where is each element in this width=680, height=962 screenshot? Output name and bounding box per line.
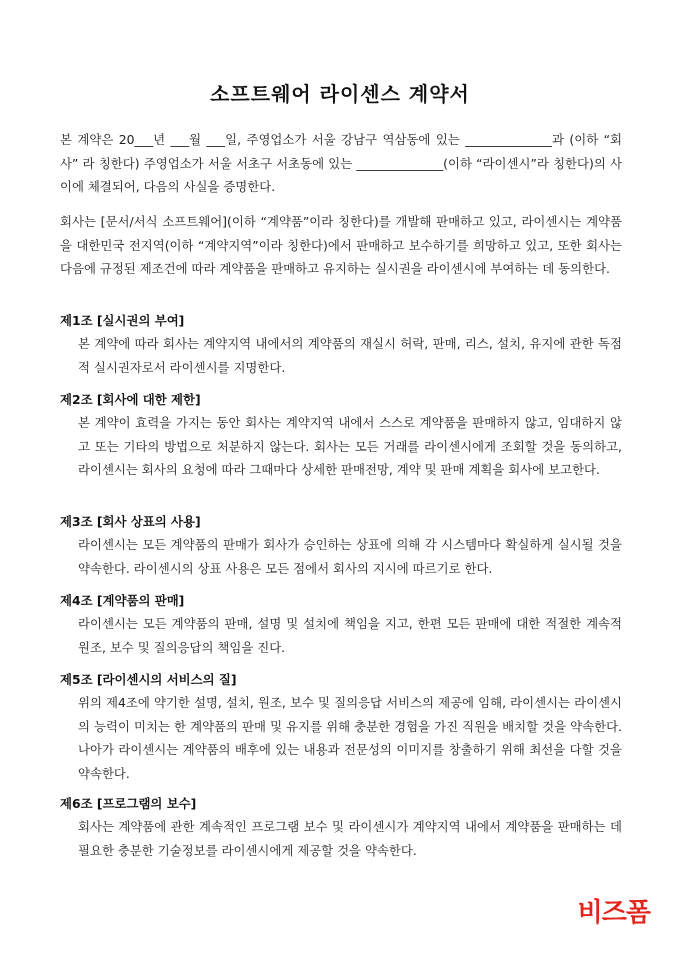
article-3: [60, 511, 622, 580]
intro-paragraph: 본 계약은 20___년 ___월 ___일, 주영업소가 서울 강남구 역삼동에 있는 ______________과 (이하 “회사” 라 칭한다) 주영업소가 서울 서초구 서초동에 있는 ______________(이하 “라이센시”라 칭한다)의 사이에 체결되어, 다음의 사실을 증명한다.: [60, 132, 622, 194]
article-body: 회사는 계약품에 관한 계속적인 프로그램 보수 및 라이센시가 계약지역 내에서 계약품을 판매하는 데 필요한 충분한 기술정보를 라이센시에게 제공할 것을 약속한다.: [78, 819, 622, 858]
article-heading: 제2조 [회사에 대한 제한]: [60, 392, 201, 407]
document-title: 소프트웨어 라이센스 계약서: [210, 82, 470, 106]
bizform-logo: 비즈폼: [577, 898, 650, 928]
article-heading: 제1조 [실시권의 부여]: [60, 313, 185, 328]
article-body: 위의 제4조에 약기한 설명, 설치, 원조, 보수 및 질의응답 서비스의 제공에 임해, 라이센시는 라이센시의 능력이 미치는 한 계약품의 판매 및 유지를 위해 충분한 경험을 가진 직원을 배치할 것을 약속한다. 나아가 라이센시는 계약품의 배후에 있는 내용과 전문성의 이미지를 창출하기 위해 최선을 다할 것을 약속한다.: [78, 695, 622, 781]
article-body: 라이센시는 모든 계약품의 판매, 설명 및 설치에 책임을 지고, 한편 모든 판매에 대한 적절한 계속적 원조, 보수 및 질의응답의 책임을 진다.: [78, 616, 622, 655]
article-body: 본 계약에 따라 회사는 계약지역 내에서의 계약품의 재실시 허락, 판매, 리스, 설치, 유지에 관한 독점적 실시권자로서 라이센시를 지명한다.: [78, 336, 622, 375]
article-heading: 제4조 [계약품의 판매]: [60, 593, 185, 608]
article-1: [60, 310, 622, 379]
article-body: 본 계약이 효력을 가지는 동안 회사는 계약지역 내에서 스스로 계약품을 판매하지 않고, 임대하지 않고 또는 기타의 방법으로 처분하지 않는다. 회사는 모든 거래를 라이센시에게 조회할 것을 동의하고, 라이센시는 회사의 요청에 따라 그때마다 상세한 판매전망, 계약 및 판매 계획을 회사에 보고한다.: [78, 415, 622, 477]
article-heading: 제5조 [라이센시의 서비스의 질]: [60, 672, 237, 687]
article-heading: 제3조 [회사 상표의 사용]: [60, 514, 201, 529]
article-6: [60, 793, 622, 862]
article-4: [60, 590, 622, 659]
article-5: [60, 669, 622, 785]
article-body: 라이센시는 모든 계약품의 판매가 회사가 승인하는 상표에 의해 각 시스템마다 확실하게 실시될 것을 약속한다. 라이센시의 상표 사용은 모든 점에서 회사의 지시에 따르기로 한다.: [78, 537, 622, 576]
recital-paragraph: 회사는 [문서/서식 소프트웨어](이하 “계약품”이라 칭한다)를 개발해 판매하고 있고, 라이센시는 계약품을 대한민국 전지역(이하 “계약지역”이라 칭한다)에서 판매하고 보수하기를 희망하고 있고, 또한 회사는 다음에 규정된 제조건에 따라 계약품을 판매하고 유지하는 실시권을 라이센시에 부여하는 데 동의한다.: [60, 214, 622, 276]
article-2: [60, 389, 622, 482]
article-heading: 제6조 [프로그램의 보수]: [60, 796, 197, 811]
